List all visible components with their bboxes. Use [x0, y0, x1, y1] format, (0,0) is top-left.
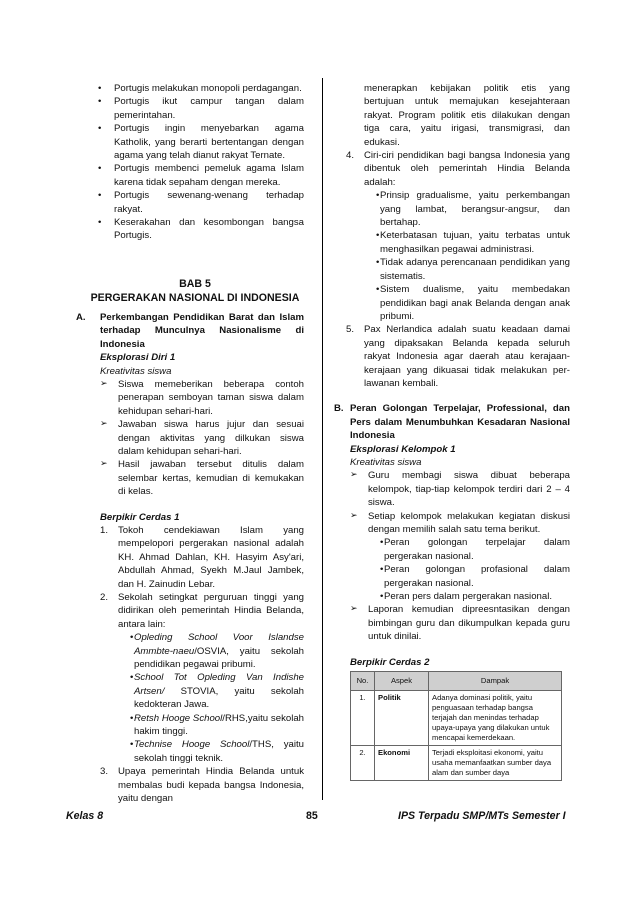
table-cell-dampak: Adanya dominasi politik, yaitu penguasaan terhadap bangsa terjajah dan menindas terhadap upaya-upaya yang dilakukan untuk mencapai kemerdekaan. [429, 691, 562, 746]
numbered-item-text: Pax Nerlandica adalah suatu keadaan damai yang dipaksakan Belanda kepada seluruh rakyat Indonesia agar daerah atau kerajaan-kerajaan yang dikuasai tidak melakukan per-lawanan kembali. [364, 324, 570, 389]
bullet-item: • Prinsip gradualisme, yaitu perkembangan yang lambat, berangsur-angsur, dan bertahap. [364, 189, 570, 229]
eksplorasi-diri-title: Eksplorasi Diri 1 [100, 352, 176, 364]
bullet-item: • Portugis melakukan monopoli perdagangan. [86, 82, 304, 95]
section-a-heading [76, 311, 304, 351]
school-item: • Opleding School Voor Islandse Ammbte-naeu/OSVIA, yaitu sekolah pendidikan pegawai pribumi. [118, 631, 304, 671]
table-row [351, 691, 562, 746]
numbered-item-5: 5. Pax Nerlandica adalah suatu keadaan damai yang dipaksakan Belanda kepada seluruh rakyat Indonesia agar daerah atau kerajaan-kerajaan yang dikuasai tidak melakukan per-lawanan kembali. [346, 324, 570, 389]
numbered-item-2: 2. Sekolah setingkat perguruan tinggi yang didirikan oleh pemerintah Hindia Belanda, antara lain: [100, 592, 304, 630]
numbered-item-1: 1. Tokoh cendekiawan Islam yang mempelopori pergerakan nasional adalah KH. Ahmad Dahlan, KH. Hasyim Asy'ari, Abdullah Ahmad, Syekh M.Jaul Jambek, dan H. Zainudin Lebar. [100, 524, 304, 590]
numbered-item-text: Upaya pemerintah Hindia Belanda untuk membalas budi kepada bangsa Indonesia, yaitu dengan [118, 766, 304, 805]
bullet-item: • Portugis membenci pemeluk agama Islam karena tidak sepaham dengan mereka. [86, 162, 304, 189]
bullet-item: • Portugis ingin menyebarkan agama Katholik, yang berarti bertentangan dengan agama yang telah dianut rakyat Ternate. [86, 122, 304, 162]
chapter-heading [86, 277, 304, 305]
arrow-item: ➢ Jawaban siswa harus jujur dan sesuai dengan aktivitas yang dilkukan siswa dalam kehidupan sehari-hari. [100, 418, 304, 458]
right-column [334, 82, 570, 781]
section-a-letter: A. [76, 311, 86, 323]
section-b-heading [334, 402, 570, 442]
numbered-item-text: Sekolah setingkat perguruan tinggi yang didirikan oleh pemerintah Hindia Belanda, antara lain: [118, 592, 304, 630]
school-item: • Retsh Hooge School/RHS,yaitu sekolah hakim tinggi. [118, 712, 304, 739]
item-3-continuation: menerapkan kebijakan politik etis yang bertujuan untuk memajukan kesejahteraan rakyat. Program politik etis dilakukan dengan tiga cara, yaitu irigasi, transmigrasi, dan edukasi. [364, 83, 570, 148]
berpikir-cerdas-2-title: Berpikir Cerdas 2 [350, 656, 430, 668]
eksplorasi-kelompok-title: Eksplorasi Kelompok 1 [350, 443, 456, 455]
bullet-item: • Peran golongan terpelajar dalam pergerakan nasional. [368, 536, 570, 563]
table-header-cell: Aspek [375, 672, 429, 691]
table-header-row [351, 672, 562, 691]
bullet-item: • Keserakahan dan kesombongan bangsa Portugis. [86, 216, 304, 243]
numbered-item-4: 4. Ciri-ciri pendidikan bagi bangsa Indonesia yang dibentuk oleh pemerintah Hindia Belanda adalah: [346, 150, 570, 188]
bullet-item: • Peran golongan profasional dalam pergerakan nasional. [368, 563, 570, 590]
footer-book-title: IPS Terpadu SMP/MTs Semester I [398, 810, 566, 822]
table-cell-aspek: Politik [375, 691, 429, 746]
bullet-item: • Portugis sewenang-wenang terhadap rakyat. [86, 189, 304, 216]
left-column [76, 82, 305, 806]
kreativitas-label: Kreativitas siswa [100, 365, 172, 377]
bullet-item: • Sistem dualisme, yaitu membedakan pendidikan bagi anak Belanda dengan anak pribumi. [364, 283, 570, 323]
section-b-letter: B. [334, 403, 344, 415]
table-cell-dampak: Terjadi eksploitasi ekonomi, yaitu usaha memanfaatkan sumber daya alam dan sumber daya [429, 746, 562, 781]
numbered-item-text: Ciri-ciri pendidikan bagi bangsa Indonesia yang dibentuk oleh pemerintah Hindia Belanda adalah: [364, 150, 570, 188]
section-b-title: Peran Golongan Terpelajar, Professional, dan Pers dalam Menumbuhkan Kesadaran Nasional Indonesia [350, 403, 570, 442]
table-row [351, 746, 562, 781]
column-divider [322, 78, 323, 800]
table-header-cell: Dampak [429, 672, 562, 691]
footer-class-label: Kelas 8 [66, 810, 104, 822]
chapter-number: BAB 5 [179, 277, 211, 290]
arrow-item: ➢ Siswa memeberikan beberapa contoh penerapan semboyan taman siswa dalam kehidupan sehari-hari. [100, 378, 304, 418]
berpikir-cerdas-1-title: Berpikir Cerdas 1 [100, 511, 180, 523]
arrow-item: ➢ Setiap kelompok melakukan kegiatan diskusi dengan memilih salah satu tema berikut. [350, 510, 570, 537]
page-number: 85 [306, 810, 318, 822]
arrow-item: ➢ Guru membagi siswa dibuat beberapa kelompok, tiap-tiap kelompok terdiri dari 2 – 4 siswa. [350, 469, 570, 509]
chapter-title: PERGERAKAN NASIONAL DI INDONESIA [90, 291, 300, 304]
school-item: • School Tot Opleding Van Indishe Artsen/ STOVIA, yaitu sekolah kedokteran Jawa. [118, 671, 304, 711]
school-item: • Technise Hooge School/THS, yaitu sekolah tinggi teknik. [118, 738, 304, 765]
bullet-item: • Peran pers dalam pergerakan nasional. [368, 590, 570, 603]
table-cell-aspek: Ekonomi [375, 746, 429, 781]
section-a-title: Perkembangan Pendidikan Barat dan Islam terhadap Munculnya Nasionalisme di Indonesia [100, 311, 304, 350]
bullet-item: • Keterbatasan tujuan, yaitu terbatas untuk menghasilkan pegawai administrasi. [364, 229, 570, 256]
dampak-table [350, 671, 562, 781]
bullet-item: • Tidak adanya perencanaan pendidikan yang sistematis. [364, 256, 570, 283]
kreativitas-label: Kreativitas siswa [350, 456, 422, 468]
table-header-cell: No. [351, 672, 375, 691]
numbered-item-text: Tokoh cendekiawan Islam yang mempelopori pergerakan nasional adalah KH. Ahmad Dahlan, KH. Hasyim Asy'ari, Abdullah Ahmad, Syekh M.Jaul Jambek, dan H. Zainudin Lebar. [118, 524, 304, 590]
numbered-item-3: 3. Upaya pemerintah Hindia Belanda untuk membalas budi kepada bangsa Indonesia, yaitu dengan [100, 766, 304, 805]
portugis-bullets [86, 82, 304, 243]
table-cell-no: 2. [351, 746, 375, 781]
bullet-item: • Portugis ikut campur tangan dalam pemerintahan. [86, 95, 304, 122]
arrow-item: ➢ Laporan kemudian dipreesntasikan dengan bimbingan guru dan dikumpulkan kepada guru untuk dinilai. [350, 603, 570, 643]
arrow-item: ➢ Hasil jawaban tersebut ditulis dalam selembar kertas, kemudian di kemukakan di kelas. [100, 458, 304, 498]
table-cell-no: 1. [351, 691, 375, 746]
